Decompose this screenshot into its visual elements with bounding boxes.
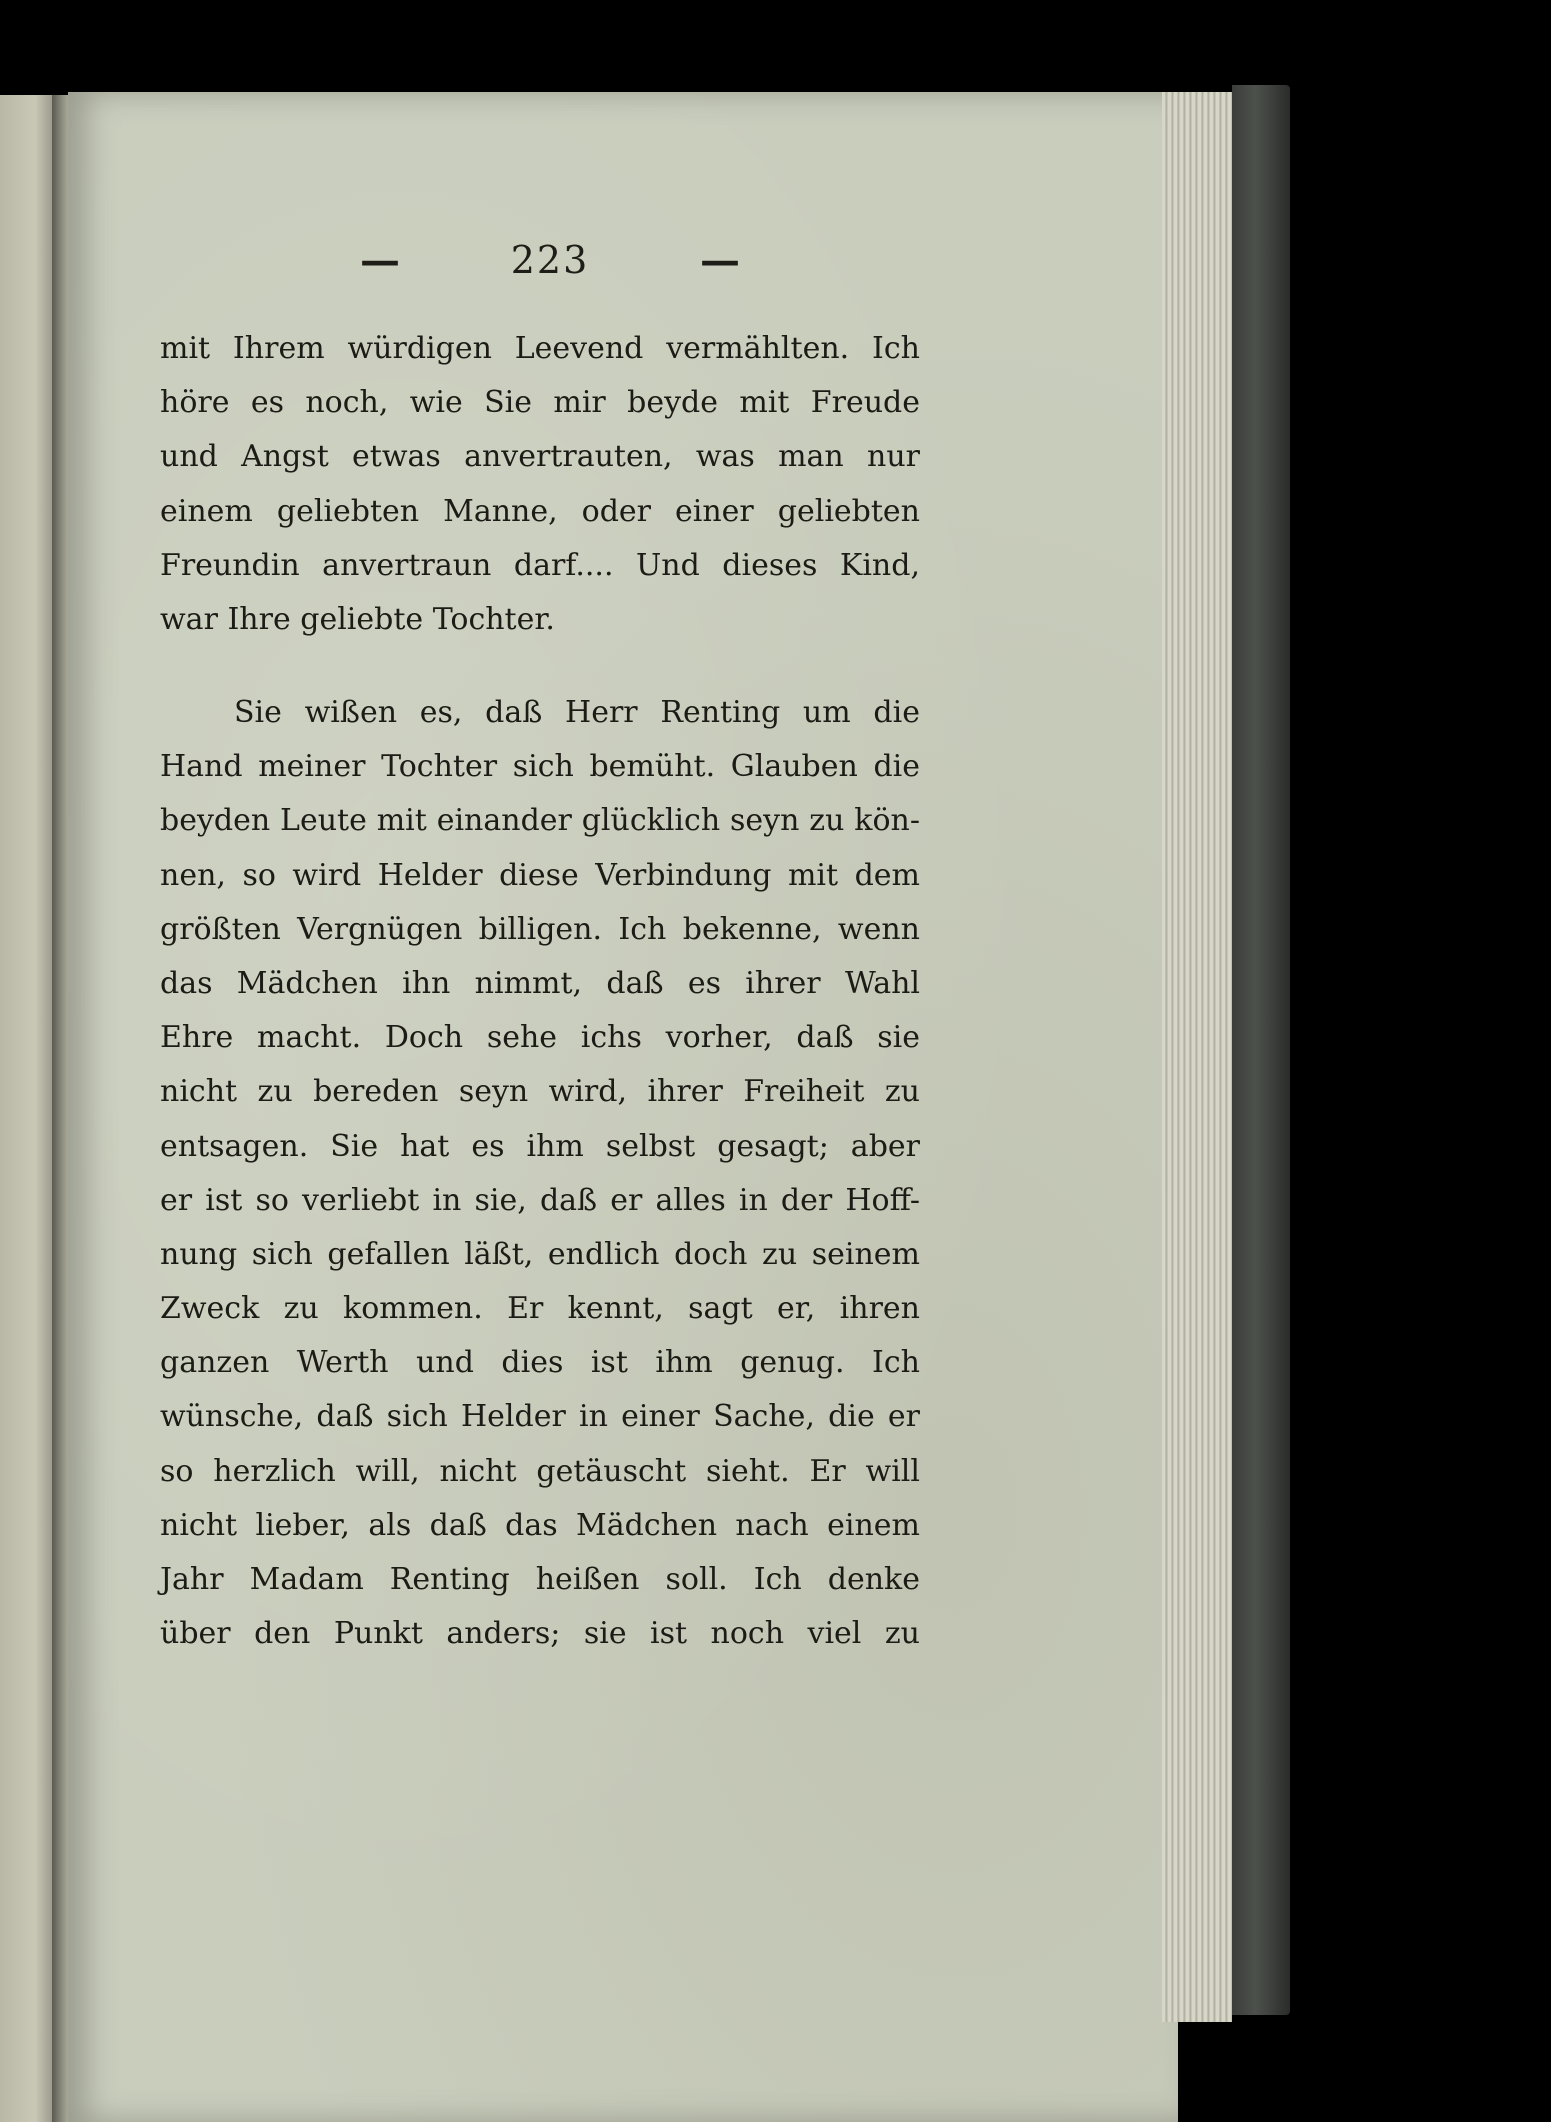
text-line: mit Ihrem würdigen Leevend vermählten. Ich bbox=[160, 331, 920, 366]
text-line: nicht lieber, als daß das Mädchen nach einem bbox=[160, 1507, 920, 1543]
text-line: Hand meiner Tochter sich bemüht. Glauben die bbox=[160, 749, 920, 785]
text-line: größten Vergnügen billigen. Ich bekenne, wenn bbox=[160, 911, 920, 947]
text-line: Sie wißen es, daß Herr Renting um die bbox=[234, 695, 920, 730]
text-line: wünsche, daß sich Helder in einer Sache, die er bbox=[160, 1399, 920, 1435]
paragraph-1 bbox=[160, 322, 920, 647]
text-line: nung sich gefallen läßt, endlich doch zu seinem bbox=[160, 1236, 920, 1272]
page-header bbox=[360, 230, 740, 290]
text-line: und Angst etwas anvertrauten, was man nur bbox=[160, 439, 920, 475]
header-dash-left: — bbox=[360, 236, 400, 284]
text-line: er ist so verliebt in sie, daß er alles in der Hoff- bbox=[160, 1182, 920, 1218]
text-line: höre es noch, wie Sie mir beyde mit Freude bbox=[160, 385, 920, 421]
text-line: so herzlich will, nicht getäuscht sieht. Er will bbox=[160, 1453, 920, 1489]
text-line: nen, so wird Helder diese Verbindung mit dem bbox=[160, 857, 920, 893]
text-line: Zweck zu kommen. Er kennt, sagt er, ihren bbox=[160, 1291, 920, 1327]
text-line: war Ihre geliebte Tochter. bbox=[160, 601, 555, 637]
page-number: 223 bbox=[510, 238, 590, 282]
header-dash-right: — bbox=[700, 236, 740, 284]
page-edges bbox=[1162, 92, 1232, 2022]
text-line: nicht zu bereden seyn wird, ihrer Freiheit zu bbox=[160, 1074, 920, 1110]
facing-page-edge bbox=[0, 95, 58, 2122]
text-line: entsagen. Sie hat es ihm selbst gesagt; aber bbox=[160, 1128, 920, 1164]
text-line: ganzen Werth und dies ist ihm genug. Ich bbox=[160, 1345, 920, 1381]
text-line: einem geliebten Manne, oder einer geliebten bbox=[160, 493, 920, 529]
text-line: über den Punkt anders; sie ist noch viel zu bbox=[160, 1616, 920, 1652]
text-line: das Mädchen ihn nimmt, daß es ihrer Wahl bbox=[160, 965, 920, 1001]
book-cover bbox=[1232, 85, 1290, 2015]
paragraph-2 bbox=[160, 686, 920, 1661]
text-line: beyden Leute mit einander glücklich seyn zu kön- bbox=[160, 803, 920, 839]
text-line: Ehre macht. Doch sehe ichs vorher, daß sie bbox=[160, 1020, 920, 1056]
text-line: Jahr Madam Renting heißen soll. Ich denke bbox=[160, 1562, 920, 1597]
text-line: Freundin anvertraun darf.... Und dieses Kind, bbox=[160, 547, 920, 583]
